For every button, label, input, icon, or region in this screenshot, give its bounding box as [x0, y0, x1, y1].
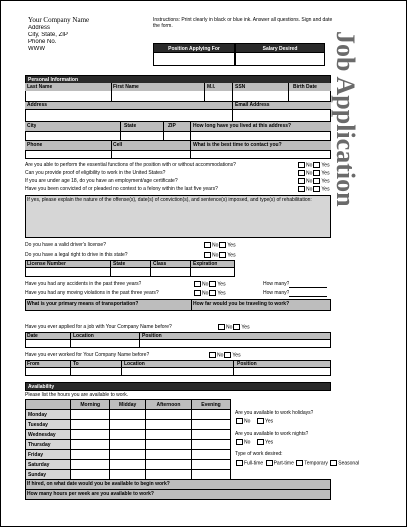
applied-position-label: Position — [142, 333, 162, 339]
under18-no-checkbox[interactable] — [298, 178, 305, 184]
drive-right-no-checkbox[interactable] — [204, 252, 211, 258]
last-name-label: Last Name — [27, 84, 53, 90]
position-field[interactable] — [153, 52, 235, 66]
day-tuesday: Tuesday — [26, 420, 71, 430]
license-yes-checkbox[interactable] — [219, 242, 226, 248]
violations-question: Have you had any moving violations in the past three years? — [25, 290, 159, 296]
temporary-checkbox[interactable] — [296, 460, 303, 466]
worked-before-question: Have you ever worked for Your Company Name before? — [25, 352, 150, 358]
col-morning: Morning — [71, 400, 110, 410]
accidents-yes-checkbox[interactable] — [209, 281, 216, 287]
zip-label: ZIP — [168, 123, 176, 129]
felony-yes-checkbox[interactable] — [313, 186, 320, 192]
full-time-checkbox[interactable] — [236, 460, 243, 466]
nights-question: Are you available to work nights? — [235, 431, 309, 437]
company-city: City, State, ZIP — [28, 32, 68, 38]
col-evening: Evening — [191, 400, 230, 410]
holidays-yes-checkbox[interactable] — [257, 418, 264, 424]
ssn-label: SSN — [235, 84, 246, 90]
worked-location-label: Location — [124, 361, 145, 367]
applied-date-label: Date — [27, 333, 38, 339]
proof-yes-checkbox[interactable] — [313, 170, 320, 176]
day-saturday: Saturday — [26, 460, 71, 470]
worked-from-label: From — [27, 361, 40, 367]
company-phone: Phone No. — [28, 39, 57, 45]
accidents-question: Have you had any accidents in the past three years? — [25, 281, 142, 287]
felony-explain-label: If yes, please explain the nature of the offense(s), date(s) of conviction(s), and sentence(s) imposed, and type(s) of rehabilitation: — [27, 197, 312, 203]
proof-no-checkbox[interactable] — [298, 170, 305, 176]
mi-label: M.I. — [207, 84, 216, 90]
city-label: City — [27, 123, 37, 129]
applied-yes-checkbox[interactable] — [233, 324, 240, 330]
nights-no-checkbox[interactable] — [236, 439, 243, 445]
email-label: Email Address — [235, 102, 270, 108]
nights-yes-checkbox[interactable] — [257, 439, 264, 445]
question-under18: If you are under age 18, do you have an employment/age certificate? — [25, 178, 178, 184]
license-expiration-label: Expiration — [193, 261, 218, 267]
contact-time-label: What is the best time to contact you? — [193, 142, 282, 148]
part-time-checkbox[interactable] — [266, 460, 273, 466]
company-address: Address — [28, 25, 51, 31]
license-no-checkbox[interactable] — [204, 242, 211, 248]
col-midday: Midday — [110, 400, 145, 410]
question-felony: Have you been convicted of or pleaded no contest to a felony within the last five years? — [25, 186, 218, 192]
job-application-form: Your Company Name Address City, State, ZIP Phone No. WWW Instructions: Print clearly in black or blue ink. Answer all questions. Sign and date the form. Position Applying For Salary Desired Job Application Personal Information Last Name First Name M.I. SSN Birth Date Address Email Address City State ZIP How long have you lived at this address? Phone Cell What is the best time to contact you? Are you able to perform the essential functions of the position with or without accommodations? Can you provide proof of eligibility to work in the United States? If you are under age 18, do you have an employment/age certificate? Have you been convicted of or pleaded no contest to a felony within the last five years? No Yes No Yes No Yes No Yes If yes, please explain the nature of the offense(s), date(s) of conviction(s), and sentence(s) imposed, and type(s) of rehabilitation: Do you have a valid driver's license? No Yes Do you have a legal right to drive in this state? No Yes License Number State Class Expiration Have you had any accidents in the past three years? No Yes How many? Have you had any moving violations in the past three years? No Yes How many? What is your primary means of transportation? How far would you be traveling to work? Have you ever applied for a job with Your Company Name before? No Yes Date Location Position Have you ever worked for Your Company Name before? No Yes From To Location Position Availability Please list the hours you are available to work. Morning Midday Afternoon Evening Monday Tuesday Wednesday Thursday Friday Saturday Sunday Are you available to work holidays? No Yes Are you available to work nights? No Yes Type of work desired: Full-time Part-time Temporary Seasonal If hired, on what date would you be available to begin work? How many hours per week are you available to work? — [0, 0, 407, 527]
applied-before-question: Have you ever applied for a job with Your Company Name before? — [25, 324, 172, 330]
col-afternoon: Afternoon — [145, 400, 191, 410]
personal-section-title: Personal Information — [25, 75, 331, 84]
day-sunday: Sunday — [26, 470, 71, 480]
hours-label: How many hours per week are you available to work? — [27, 491, 154, 497]
worked-position-label: Position — [237, 361, 257, 367]
phone-label: Phone — [27, 142, 43, 148]
license-state-label: State — [113, 261, 126, 267]
essential-no-checkbox[interactable] — [298, 162, 305, 168]
state-label: State — [124, 123, 137, 129]
transport-label: What is your primary means of transportation? — [27, 301, 139, 307]
worked-yes-checkbox[interactable] — [224, 352, 231, 358]
applied-no-checkbox[interactable] — [218, 324, 225, 330]
job-application-title: Job Application — [331, 31, 360, 207]
worked-no-checkbox[interactable] — [209, 352, 216, 358]
holidays-question: Are you available to work holidays? — [235, 410, 314, 416]
cell-label: Cell — [113, 142, 123, 148]
under18-yes-checkbox[interactable] — [313, 178, 320, 184]
violations-how-many: How many? — [263, 290, 290, 296]
position-label: Position Applying For — [153, 43, 235, 53]
company-name: Your Company Name — [28, 17, 90, 24]
begin-date-label: If hired, on what date would you be available to begin work? — [27, 481, 170, 487]
drive-right-question: Do you have a legal right to drive in this state? — [25, 252, 128, 258]
address-label: Address — [27, 102, 48, 108]
license-question: Do you have a valid driver's license? — [25, 242, 106, 248]
day-thursday: Thursday — [26, 440, 71, 450]
question-proof: Can you provide proof of eligibility to work in the United States? — [25, 170, 166, 176]
felony-no-checkbox[interactable] — [298, 186, 305, 192]
availability-section-title: Availability — [25, 382, 331, 391]
question-essential: Are you able to perform the essential functions of the position with or without accommodations? — [25, 162, 236, 168]
seasonal-checkbox[interactable] — [330, 460, 337, 466]
instructions: Instructions: Print clearly in black or blue ink. Answer all questions. Sign and date the form. — [153, 17, 333, 29]
company-web: WWW — [28, 46, 45, 52]
license-class-label: Class — [153, 261, 167, 267]
salary-label: Salary Desired — [235, 43, 325, 53]
work-type-label: Type of work desired: — [235, 451, 283, 457]
day-wednesday: Wednesday — [26, 430, 71, 440]
day-friday: Friday — [26, 450, 71, 460]
accidents-no-checkbox[interactable] — [194, 281, 201, 287]
drive-right-yes-checkbox[interactable] — [219, 252, 226, 258]
holidays-no-checkbox[interactable] — [236, 418, 243, 424]
worked-to-label: To — [73, 361, 79, 367]
lived-label: How long have you lived at this address? — [193, 123, 292, 129]
violations-yes-checkbox[interactable] — [209, 290, 216, 296]
essential-yes-checkbox[interactable] — [313, 162, 320, 168]
violations-no-checkbox[interactable] — [194, 290, 201, 296]
travel-label: How far would you be traveling to work? — [193, 301, 290, 307]
license-number-label: License Number — [27, 261, 66, 267]
first-name-label: First Name — [113, 84, 139, 90]
day-monday: Monday — [26, 410, 71, 420]
availability-table — [25, 399, 231, 480]
salary-field[interactable] — [235, 52, 325, 66]
accidents-how-many: How many? — [263, 281, 290, 287]
birth-date-label: Birth Date — [293, 84, 317, 90]
availability-intro: Please list the hours you are available to work. — [25, 392, 129, 398]
applied-location-label: Location — [73, 333, 94, 339]
